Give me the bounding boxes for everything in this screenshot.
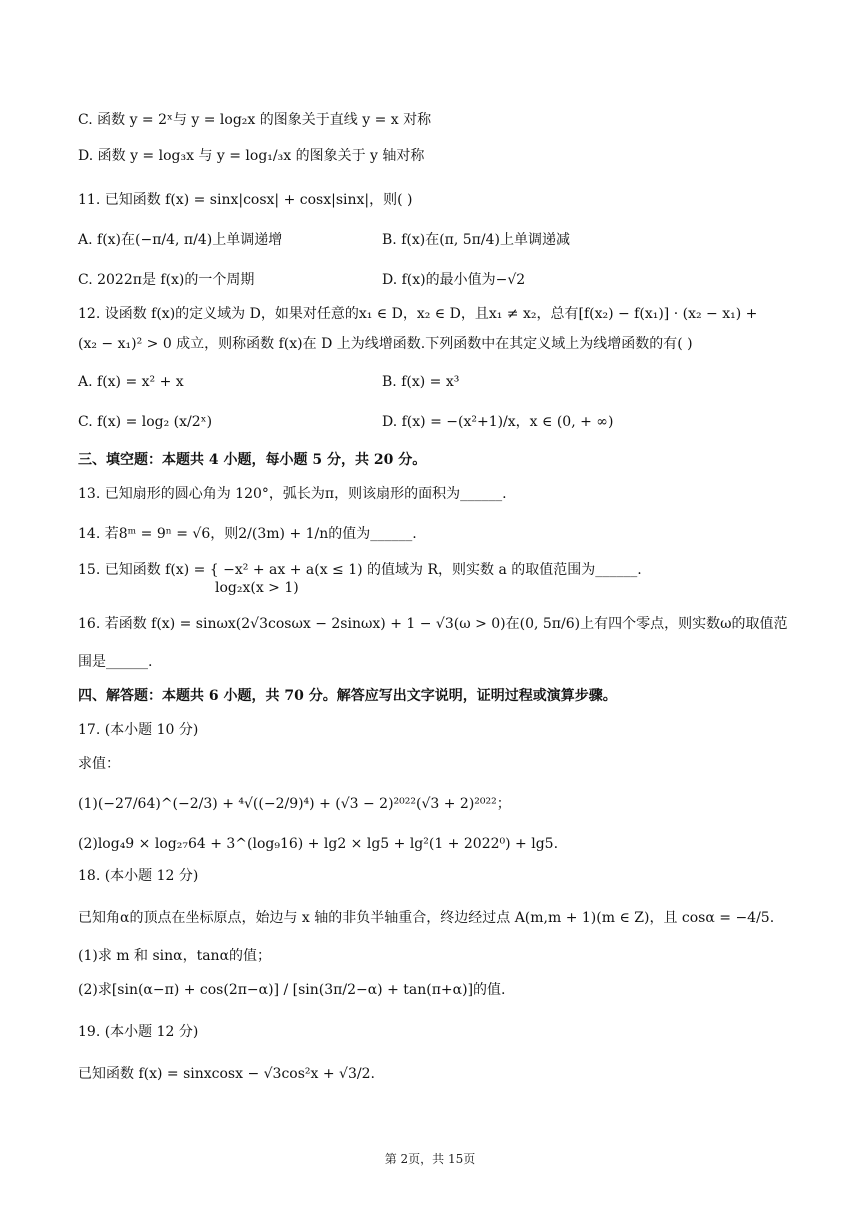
q12-option-a: A. f(x) = x² + x [78, 374, 184, 390]
q18-part2: (2)求[sin(α−π) + cos(2π−α)] / [sin(3π/2−α) + tan(π+α)]的值. [78, 982, 506, 998]
section-3-heading: 三、填空题：本题共 4 小题，每小题 5 分，共 20 分。 [78, 452, 427, 468]
q11-option-c: C. 2022π是 f(x)的一个周期 [78, 272, 255, 288]
q15-line2: log₂x(x > 1) [215, 580, 299, 596]
q12-stem-line2: (x₂ − x₁)² > 0 成立，则称函数 f(x)在 D 上为线增函数.下列函数中在其定义域上为线增函数的有( ) [78, 336, 693, 352]
q14: 14. 若8ᵐ = 9ⁿ = √6，则2/(3m) + 1/n的值为______. [78, 526, 417, 542]
q11-option-d: D. f(x)的最小值为−√2 [382, 272, 526, 288]
q11-option-b: B. f(x)在(π, 5π/4)上单调递减 [382, 232, 570, 248]
q19-header: 19. (本小题 12 分) [78, 1024, 199, 1040]
q13: 13. 已知扇形的圆心角为 120°，弧长为π，则该扇形的面积为______. [78, 486, 507, 502]
q18-stem: 已知角α的顶点在坐标原点，始边与 x 轴的非负半轴重合，终边经过点 A(m,m + 1)(m ∈ Z)，且 cosα = −4/5. [78, 910, 775, 926]
q12-option-b: B. f(x) = x³ [382, 374, 460, 390]
q17-part1: (1)(−27/64)^(−2/3) + ⁴√((−2/9)⁴) + (√3 − 2)²⁰²²(√3 + 2)²⁰²²； [78, 796, 511, 812]
q15-line1: 15. 已知函数 f(x) = { −x² + ax + a(x ≤ 1) 的值域为 R，则实数 a 的取值范围为______. [78, 562, 642, 578]
q12-option-d: D. f(x) = −(x²+1)/x，x ∈ (0, + ∞) [382, 414, 614, 430]
q19-stem: 已知函数 f(x) = sinxcosx − √3cos²x + √3/2. [78, 1066, 375, 1082]
q10-option-c: C. 函数 y = 2ˣ与 y = log₂x 的图象关于直线 y = x 对称 [78, 112, 432, 128]
q17-part2: (2)log₄9 × log₂₇64 + 3^(log₉16) + lg2 × lg5 + lg²(1 + 2022⁰) + lg5. [78, 836, 559, 852]
q16-line2: 围是______. [78, 654, 153, 670]
q17-prompt: 求值： [78, 756, 120, 772]
q11-option-a: A. f(x)在(−π/4, π/4)上单调递增 [78, 232, 283, 248]
page-footer: 第 2页，共 15页 [384, 1152, 476, 1166]
q12-stem-line1: 12. 设函数 f(x)的定义域为 D，如果对任意的x₁ ∈ D，x₂ ∈ D，且x₁ ≠ x₂，总有[f(x₂) − f(x₁)] · (x₂ − x₁) + [78, 306, 758, 322]
section-4-heading: 四、解答题：本题共 6 小题，共 70 分。解答应写出文字说明，证明过程或演算步骤。 [78, 688, 617, 704]
q12-option-c: C. f(x) = log₂ (x/2ˣ) [78, 414, 213, 430]
q18-header: 18. (本小题 12 分) [78, 868, 199, 884]
q10-option-d: D. 函数 y = log₃x 与 y = log₁/₃x 的图象关于 y 轴对称 [78, 148, 425, 164]
q17-header: 17. (本小题 10 分) [78, 722, 199, 738]
q11-stem: 11. 已知函数 f(x) = sinx|cosx| + cosx|sinx|，则( ) [78, 192, 413, 208]
q18-part1: (1)求 m 和 sinα，tanα的值； [78, 948, 272, 964]
q16-line1: 16. 若函数 f(x) = sinωx(2√3cosωx − 2sinωx) + 1 − √3(ω > 0)在(0, 5π/6)上有四个零点，则实数ω的取值范 [78, 616, 788, 632]
